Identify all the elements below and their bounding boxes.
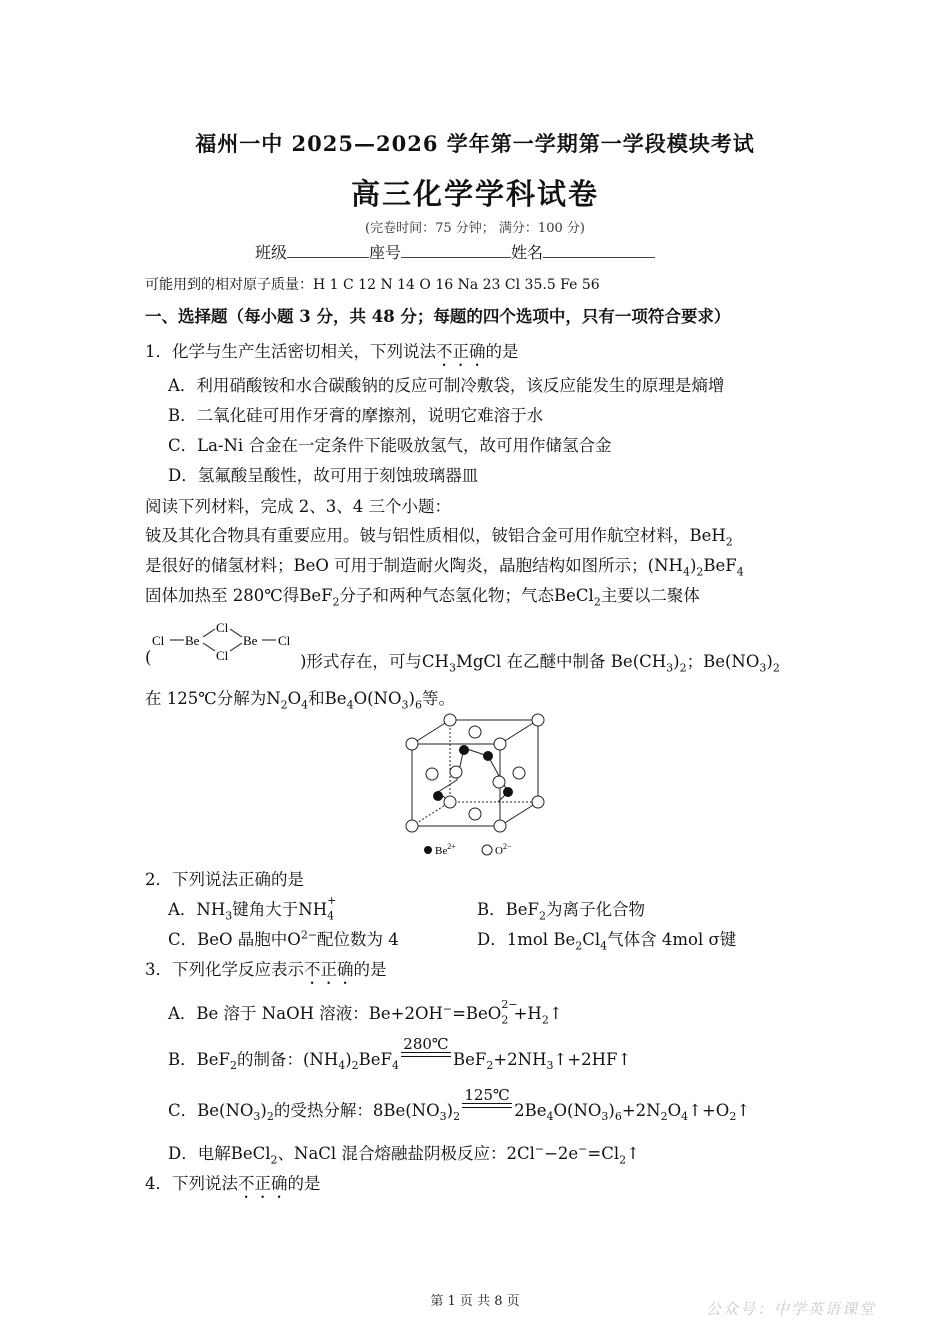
q1-option-c: C．La-Ni 合金在一定条件下能吸放氢气，故可用作储氢合金 [168,436,612,455]
beo-unit-cell-figure [400,712,560,860]
o-ion [444,796,456,808]
o-ion [532,714,544,726]
becl2-dimer-structure [148,618,308,664]
reaction-condition-arrow: 125℃ [462,1087,512,1108]
legend-o-circle [482,845,492,855]
dimer-cl-left: Cl [152,633,165,648]
dimer-cl-top: Cl [216,620,229,635]
section-heading: 一、选择题（每小题 3 分，共 48 分；每题的四个选项中，只有一项符合要求） [145,307,731,326]
be-ion [483,751,493,761]
q3-option-c: C．$Be(NO_3)_2$的受热分解：$8Be(NO_3)_2$ 125℃ $2Be_4O(NO_3)_6+2N_2O_4↑+O_2↑$ [168,1086,751,1123]
o-ion [406,738,418,750]
question-3-stem: 3．下列化学反应表示不正确的是 [145,960,387,979]
o-ion [493,776,505,788]
subject-title: 高三化学学科试卷 [350,177,599,211]
question-1-stem: 1．化学与生产生活密切相关，下列说法不正确的是 [145,342,519,361]
seat-blank[interactable] [401,243,511,258]
be-ion [503,787,513,797]
question-2-stem: 2．下列说法正确的是 [145,870,304,889]
legend-be-dot [424,846,432,854]
reading-line-2: 是很好的储氢材料；BeO 可用于制造耐火陶炎，晶胞结构如图所示；$(NH_4)_2BeF_4$ [145,556,744,579]
dimer-be-left: Be [185,633,200,648]
emphasis-text: 不正确 [304,960,354,979]
q1-option-b: B．二氧化硅可用作牙膏的摩擦剂，说明它难溶于水 [168,406,544,425]
page-number: 第 1 页 共 8 页 [430,1294,520,1309]
dimer-cl-bottom: Cl [216,648,229,663]
legend-o-label: $O^{2-}$ [495,842,512,857]
reaction-condition-arrow: 280℃ [401,1036,451,1057]
be-ion [433,791,443,801]
seat-label: 座号 [369,243,402,262]
class-label: 班级 [255,243,288,262]
o-ion [406,820,418,832]
o-ion [513,767,525,779]
dimer-cl-right: Cl [278,633,291,648]
q3-option-b: B．BeF$_2$的制备：$(NH_4)_2BeF_4$ 280℃ $BeF_2+2NH_3↑+2HF↑$ [168,1035,632,1072]
o-ion [444,714,456,726]
name-blank[interactable] [543,243,655,258]
o-ion [494,820,506,832]
name-label: 姓名 [511,243,544,262]
o-ion [426,768,438,780]
exam-info: (完卷时间：75 分钟； 满分：100 分) [365,221,585,236]
q3-option-d: D．电解BeCl$_2$、NaCl 混合熔融盐阴极反应：$2Cl^--2e^-=Cl_2↑$ [168,1142,640,1167]
q2-option-a: A．$NH_3$键角大于$NH_4$ + [168,894,337,923]
o-ion [450,766,462,778]
exam-title: 福州一中 2025—2026 学年第一学期第一学段模块考试 [195,131,755,156]
q2-option-b: B．BeF$_2$为离子化合物 [477,900,645,923]
q1-option-d: D．氢氟酸呈酸性，故可用于刻蚀玻璃器皿 [168,466,479,485]
emphasis-text: 不正确 [238,1174,288,1193]
be-ion [459,745,469,755]
reading-line-3: 固体加热至 280℃得BeF$_2$分子和两种气态氢化物；气态BeCl$_2$主要以二聚体 [145,586,700,609]
o-ion [494,738,506,750]
reading-line-4: )形式存在，可与$CH_3MgCl$ 在乙醚中制备 $Be(CH_3)_2$；$Be(NO_3)_2$ [300,652,780,675]
class-blank[interactable] [287,243,369,258]
o-ion [532,796,544,808]
legend-be-label: $Be^{2+}$ [435,842,456,857]
q2-option-d: D．1mol $Be_2Cl_4$气体含 4mol σ键 [477,930,737,953]
o-ion [469,808,481,820]
reading-line-5: 在 125℃分解为$N_2O_4$和$Be_4O(NO_3)_6$等。 [145,689,455,712]
atomic-masses: 可能用到的相对原子质量：H 1 C 12 N 14 O 16 Na 23 Cl 35.5 Fe 56 [145,277,600,293]
question-4-stem: 4．下列说法不正确的是 [145,1174,321,1193]
reading-intro: 阅读下列材料，完成 2、3、4 三个小题： [145,497,451,516]
reading-line-4-open: ( [145,648,152,667]
student-fields [255,240,655,263]
emphasis-text: 不正确 [436,342,486,361]
q1-option-a: A．利用硝酸铵和水合碳酸钠的反应可制冷敷袋，该反应能发生的原理是熵增 [168,376,725,395]
reading-line-1: 铍及其化合物具有重要应用。铍与铝性质相似，铍铝合金可用作航空材料，BeH$_2$ [145,526,733,549]
o-ion [469,726,481,738]
dimer-be-right: Be [243,633,258,648]
watermark: 公众号：中学英语课堂 [706,1300,877,1318]
q3-option-a: A．Be 溶于 NaOH 溶液：Be+2OH−=BeO$_2$ 2− $+H_2↑$ [168,998,563,1027]
q2-option-c: C．BeO 晶胞中$O^{2-}$配位数为 4 [168,928,399,949]
